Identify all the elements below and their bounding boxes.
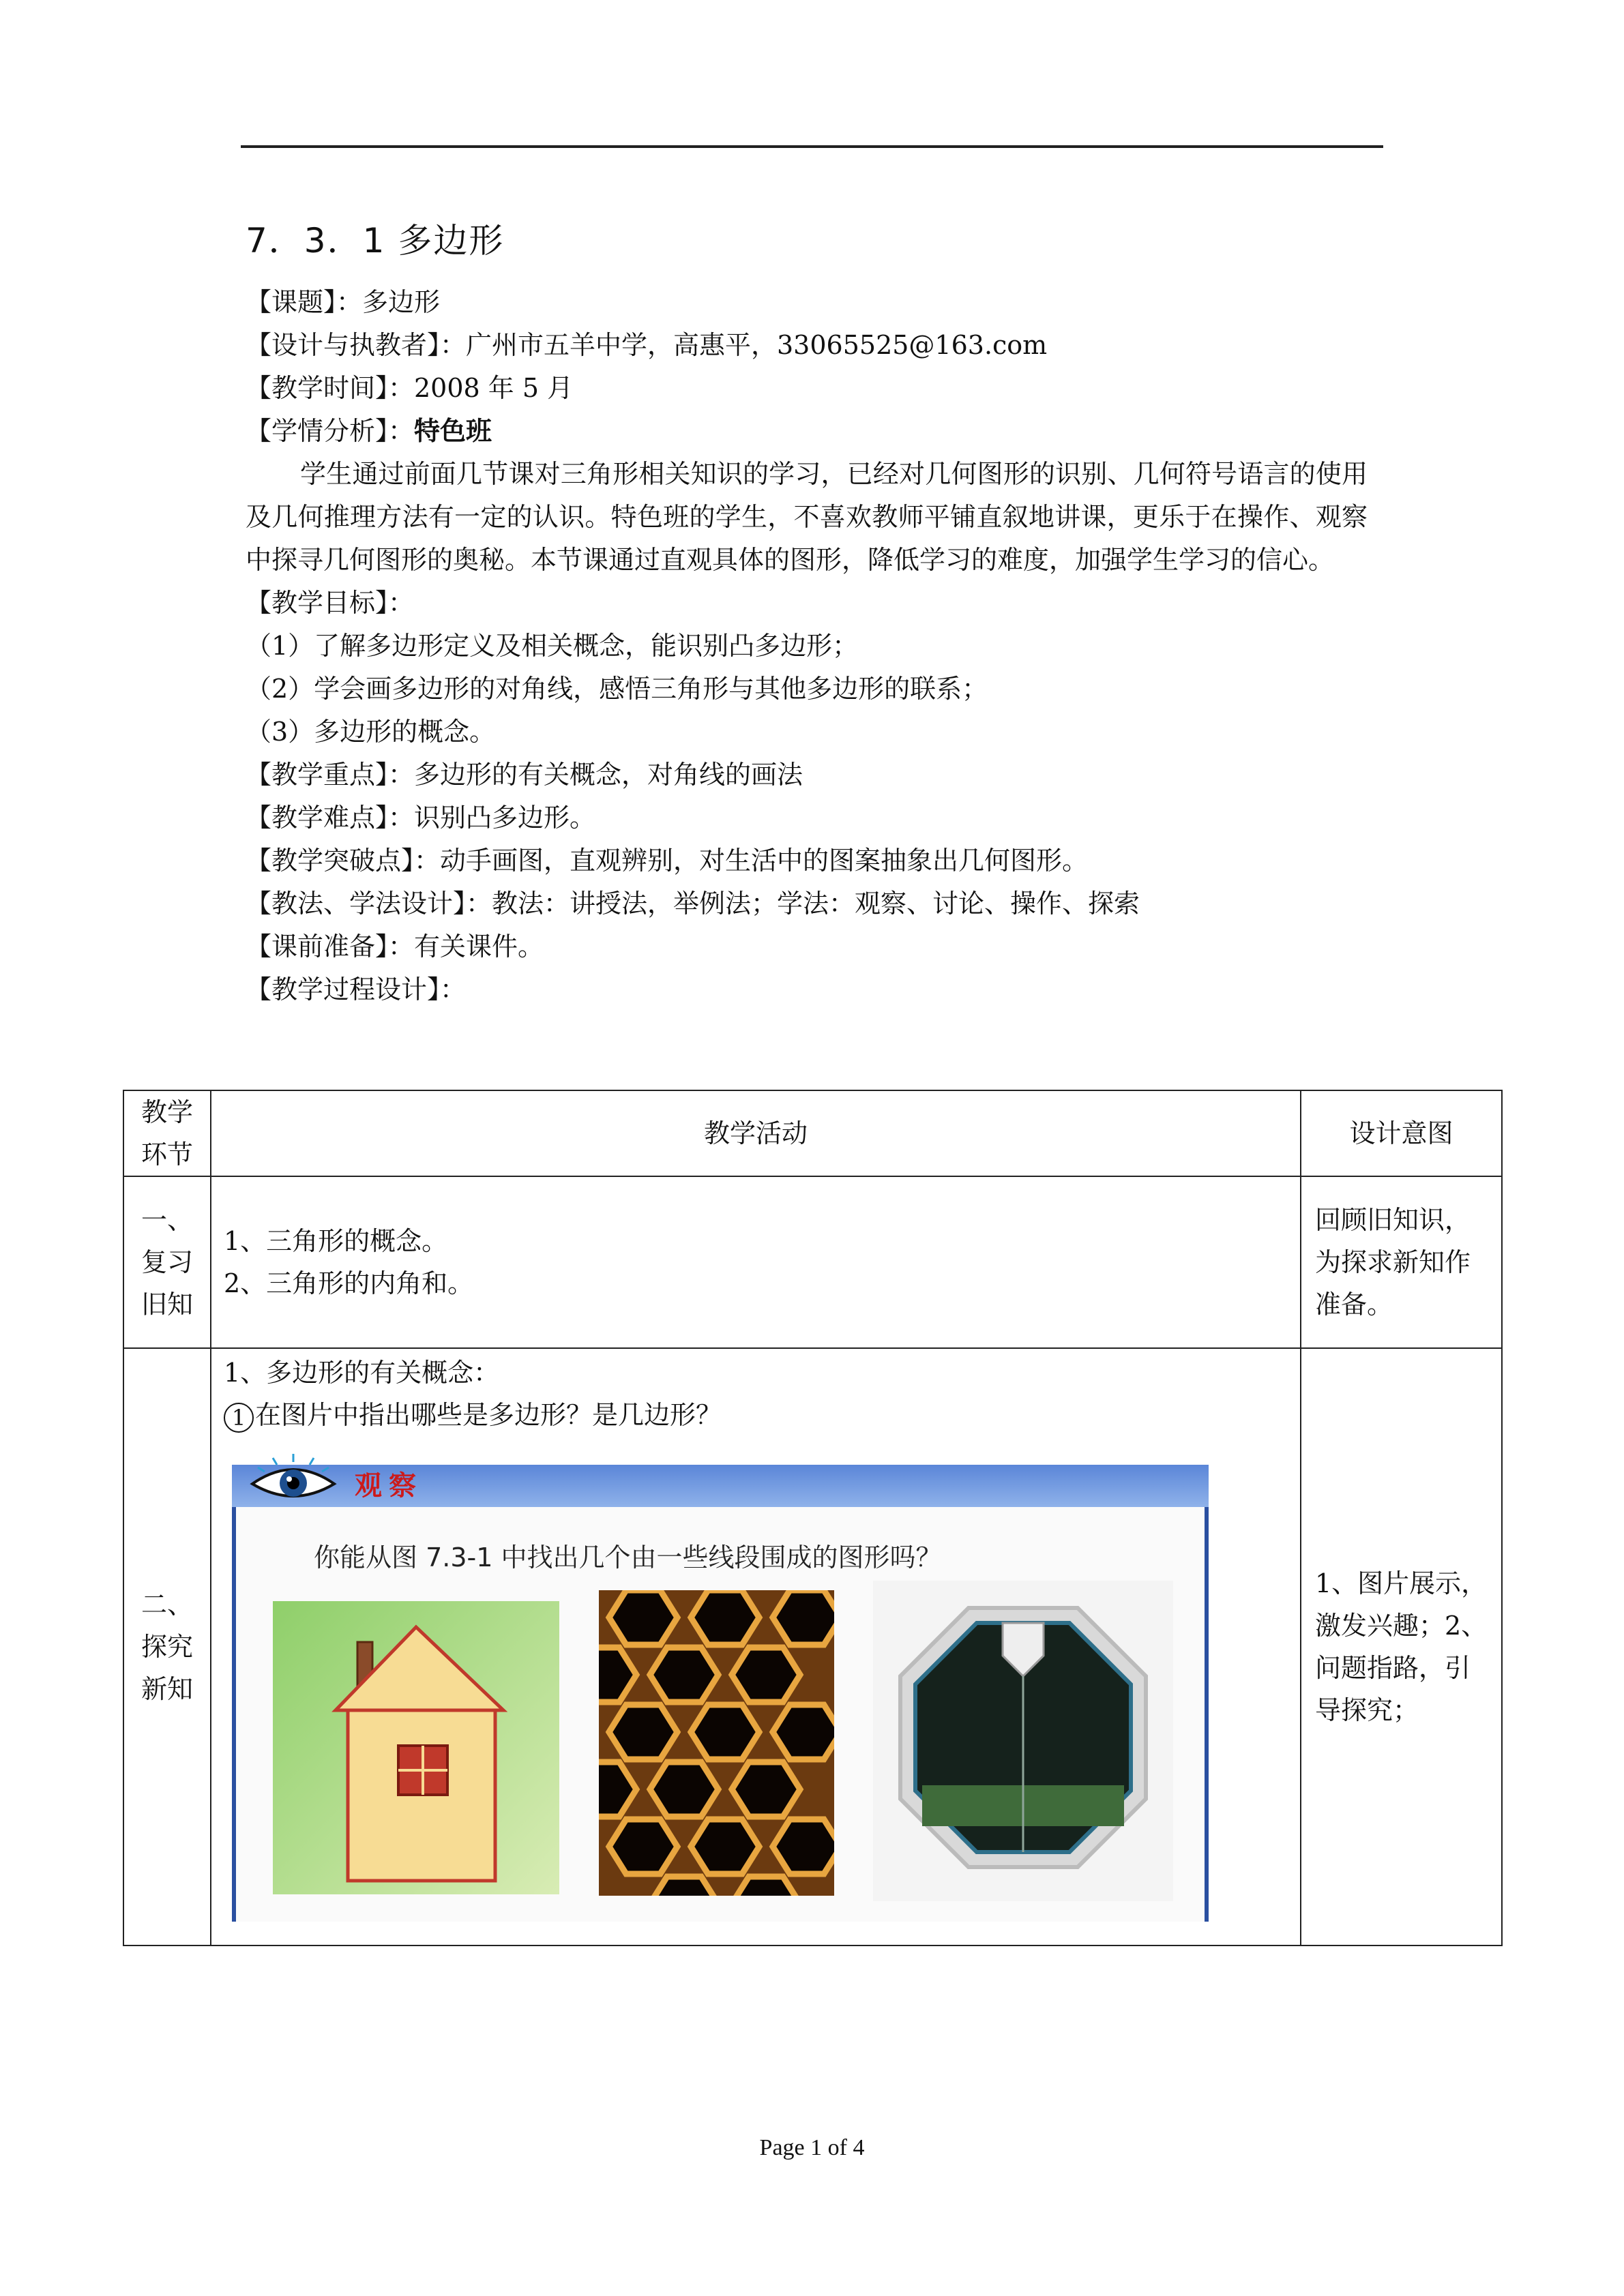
meta-difficulty: 【教学难点】：识别凸多边形。 bbox=[246, 803, 596, 833]
figure-title: 观察 bbox=[355, 1470, 423, 1502]
activity-line: 1、多边形的有关概念： bbox=[224, 1358, 500, 1388]
stage-line: 一、 bbox=[141, 1205, 193, 1235]
goal-item: （3）多边形的概念。 bbox=[246, 717, 496, 747]
stage-line: 新知 bbox=[141, 1674, 193, 1704]
header-rule bbox=[241, 145, 1383, 148]
circled-number: 1 bbox=[224, 1403, 254, 1433]
header-intent: 设计意图 bbox=[1301, 1090, 1502, 1176]
table-row-review bbox=[123, 1176, 1502, 1348]
review-intent: 回顾旧知识，为探求新知作准备。 bbox=[1301, 1176, 1502, 1348]
octagon-window-picture bbox=[873, 1581, 1173, 1901]
header-stage-line: 教学 bbox=[141, 1097, 193, 1127]
meta-breakthrough: 【教学突破点】：动手画图，直观辨别，对生活中的图案抽象出几何图形。 bbox=[246, 846, 1089, 876]
meta-topic: 【课题】：多边形 bbox=[246, 287, 441, 317]
stage-line: 复习 bbox=[141, 1247, 193, 1277]
goal-item: （2）学会画多边形的对角线，感悟三角形与其他多边形的联系； bbox=[246, 674, 988, 704]
meta-process-label: 【教学过程设计】： bbox=[246, 974, 467, 1004]
activity-line: 2、三角形的内角和。 bbox=[224, 1268, 474, 1298]
explore-stage bbox=[123, 1348, 211, 1945]
activity-question: 在图片中指出哪些是多边形？是几边形？ bbox=[255, 1400, 722, 1430]
house-picture bbox=[273, 1601, 559, 1894]
activity-line bbox=[224, 1394, 722, 1436]
analysis-paragraph: 学生通过前面几节课对三角形相关知识的学习，已经对几何图形的识别、几何符号语言的使用及几何推理方法有一定的认识。特色班的学生，不喜欢教师平铺直叙地讲课，更乐于在操作、观察中探寻几何图形的奥秘。本节课通过直观具体的图形，降低学习的难度，加强学生学习的信心。 bbox=[246, 459, 1368, 575]
header-stage bbox=[123, 1090, 211, 1176]
review-activity bbox=[211, 1176, 1301, 1348]
figure-question: 你能从图 7.3-1 中找出几个由一些线段围成的图形吗？ bbox=[314, 1542, 942, 1572]
header-stage-line: 环节 bbox=[141, 1139, 193, 1169]
table-row-explore bbox=[123, 1348, 1502, 1945]
meta-designer: 【设计与执教者】：广州市五羊中学，高惠平，33065525@163.com bbox=[246, 330, 1048, 360]
meta-time: 【教学时间】：2008 年 5 月 bbox=[246, 373, 574, 403]
eye-icon bbox=[246, 1451, 341, 1506]
goal-label: 【教学目标】： bbox=[246, 588, 415, 618]
stage-line: 旧知 bbox=[141, 1289, 193, 1320]
teaching-process-table bbox=[123, 1090, 1503, 1946]
header-activity: 教学活动 bbox=[211, 1090, 1301, 1176]
meta-method: 【教法、学法设计】：教法：讲授法，举例法；学法：观察、讨论、操作、探索 bbox=[246, 889, 1140, 919]
goal-item: （1）了解多边形定义及相关概念，能识别凸多边形； bbox=[246, 631, 859, 661]
explore-text bbox=[224, 1352, 722, 1436]
stage-line: 二、 bbox=[141, 1590, 193, 1620]
document-title: 7．3．1 多边形 bbox=[246, 221, 505, 260]
analysis-class: 特色班 bbox=[414, 416, 492, 446]
meta-key-point: 【教学重点】：多边形的有关概念，对角线的画法 bbox=[246, 760, 803, 790]
lesson-meta bbox=[246, 281, 1378, 1011]
activity-line: 1、三角形的概念。 bbox=[224, 1226, 448, 1256]
honeycomb-picture bbox=[599, 1590, 834, 1896]
page-footer: Page 1 of 4 bbox=[759, 2135, 865, 2160]
analysis-label: 【学情分析】： bbox=[246, 416, 415, 446]
explore-content bbox=[211, 1349, 1300, 1945]
meta-analysis bbox=[246, 410, 1378, 453]
explore-activity bbox=[211, 1348, 1301, 1945]
review-stage bbox=[123, 1176, 211, 1348]
meta-preparation: 【课前准备】：有关课件。 bbox=[246, 931, 544, 961]
explore-intent: 1、图片展示，激发兴趣；2、问题指路，引导探究； bbox=[1301, 1348, 1502, 1945]
observe-figure bbox=[232, 1444, 1205, 1922]
stage-line: 探究 bbox=[141, 1632, 193, 1662]
table-header-row bbox=[123, 1090, 1502, 1176]
